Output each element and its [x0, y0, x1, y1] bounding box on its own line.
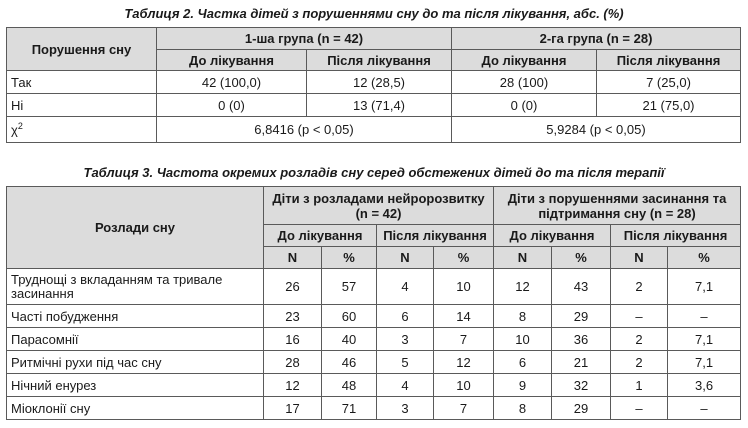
table-cell: 16 [264, 328, 322, 351]
unit-header: N [494, 247, 552, 269]
table-cell: 7 (25,0) [597, 71, 741, 94]
table-row [7, 71, 741, 94]
table-cell: 2 [611, 351, 668, 374]
table3-caption: Таблиця 3. Частота окремих розладів сну серед обстежених дітей до та після терапії [83, 165, 665, 180]
table-cell: 1 [611, 374, 668, 397]
table-cell: 21 [552, 351, 611, 374]
table-cell: 0 (0) [157, 94, 307, 117]
table-cell: 10 [434, 374, 494, 397]
table-cell: – [668, 305, 741, 328]
table-cell: 2 [611, 328, 668, 351]
sub-header: До лікування [452, 50, 597, 71]
table-cell: 29 [552, 305, 611, 328]
table-cell: – [668, 397, 741, 420]
table-cell: 7 [434, 397, 494, 420]
sleep-disorders-frequency-table [6, 186, 741, 420]
table-cell: 23 [264, 305, 322, 328]
group-header-1: Діти з розладами нейророзвитку (n = 42) [264, 187, 494, 225]
table-cell: 10 [434, 269, 494, 305]
table-cell: 10 [494, 328, 552, 351]
table-cell: 40 [322, 328, 377, 351]
group-header-2: Діти з порушеннями засинання та підтримання сну (n = 28) [494, 187, 741, 225]
table-row [7, 397, 741, 420]
row-label: Нічний енурез [7, 374, 264, 397]
table-cell: 9 [494, 374, 552, 397]
table-cell: 7,1 [668, 351, 741, 374]
table-cell: 21 (75,0) [597, 94, 741, 117]
table-row [7, 269, 741, 305]
row-label: Ритмічні рухи під час сну [7, 351, 264, 374]
sub-header: Після лікування [611, 225, 741, 247]
chi-square-value: 6,8416 (p < 0,05) [157, 117, 452, 143]
table-cell: 12 (28,5) [307, 71, 452, 94]
row-header: Розлади сну [7, 187, 264, 269]
row-label: Труднощі з вкладанням та тривале засинання [7, 269, 264, 305]
table-cell: 6 [377, 305, 434, 328]
sub-header: До лікування [264, 225, 377, 247]
sub-header: Після лікування [307, 50, 452, 71]
table-cell: 13 (71,4) [307, 94, 452, 117]
table-cell: 8 [494, 397, 552, 420]
table-cell: 12 [434, 351, 494, 374]
table-cell: 57 [322, 269, 377, 305]
table-row [7, 374, 741, 397]
table-cell: 28 [264, 351, 322, 374]
table-cell: – [611, 305, 668, 328]
table-cell: 48 [322, 374, 377, 397]
unit-header: % [668, 247, 741, 269]
table-cell: 0 (0) [452, 94, 597, 117]
table-cell: 12 [494, 269, 552, 305]
table-cell: 71 [322, 397, 377, 420]
sub-header: До лікування [157, 50, 307, 71]
row-label: Міоклонії сну [7, 397, 264, 420]
table-row [7, 94, 741, 117]
table-row [7, 351, 741, 374]
table-cell: 7,1 [668, 328, 741, 351]
table-cell: 29 [552, 397, 611, 420]
table-cell: 3 [377, 397, 434, 420]
sub-header: Після лікування [377, 225, 494, 247]
table-cell: 14 [434, 305, 494, 328]
table-cell: 5 [377, 351, 434, 374]
group-header-1: 1-ша група (n = 42) [157, 28, 452, 50]
table-cell: 4 [377, 374, 434, 397]
table-cell: 3,6 [668, 374, 741, 397]
table-row [7, 305, 741, 328]
unit-header: N [377, 247, 434, 269]
unit-header: % [322, 247, 377, 269]
chi-square-value: 5,9284 (p < 0,05) [452, 117, 741, 143]
table-cell: 36 [552, 328, 611, 351]
table-cell: 32 [552, 374, 611, 397]
table-cell: 7 [434, 328, 494, 351]
row-header: Порушення сну [7, 28, 157, 71]
unit-header: % [434, 247, 494, 269]
table-cell: 46 [322, 351, 377, 374]
table-cell: 42 (100,0) [157, 71, 307, 94]
table-cell: 60 [322, 305, 377, 328]
table-cell: 2 [611, 269, 668, 305]
unit-header: % [552, 247, 611, 269]
table-row [7, 117, 741, 143]
table-cell: 8 [494, 305, 552, 328]
table-cell: 26 [264, 269, 322, 305]
table-cell: 17 [264, 397, 322, 420]
row-label: Парасомнії [7, 328, 264, 351]
row-label: Часті побудження [7, 305, 264, 328]
unit-header: N [611, 247, 668, 269]
group-header-2: 2-га група (n = 28) [452, 28, 741, 50]
table-cell: 4 [377, 269, 434, 305]
row-label: Ні [7, 94, 157, 117]
table-cell: 28 (100) [452, 71, 597, 94]
unit-header: N [264, 247, 322, 269]
row-label: Так [7, 71, 157, 94]
table-cell: 12 [264, 374, 322, 397]
sub-header: До лікування [494, 225, 611, 247]
sleep-disorders-share-table [6, 27, 741, 143]
table-cell: – [611, 397, 668, 420]
sub-header: Після лікування [597, 50, 741, 71]
table-cell: 6 [494, 351, 552, 374]
table-cell: 43 [552, 269, 611, 305]
chi-square-label: $\chi^2$ [7, 117, 157, 143]
table-cell: 7,1 [668, 269, 741, 305]
table2-caption: Таблиця 2. Частка дітей з порушеннями сну до та після лікування, абс. (%) [124, 6, 624, 21]
table-row [7, 328, 741, 351]
table-cell: 3 [377, 328, 434, 351]
